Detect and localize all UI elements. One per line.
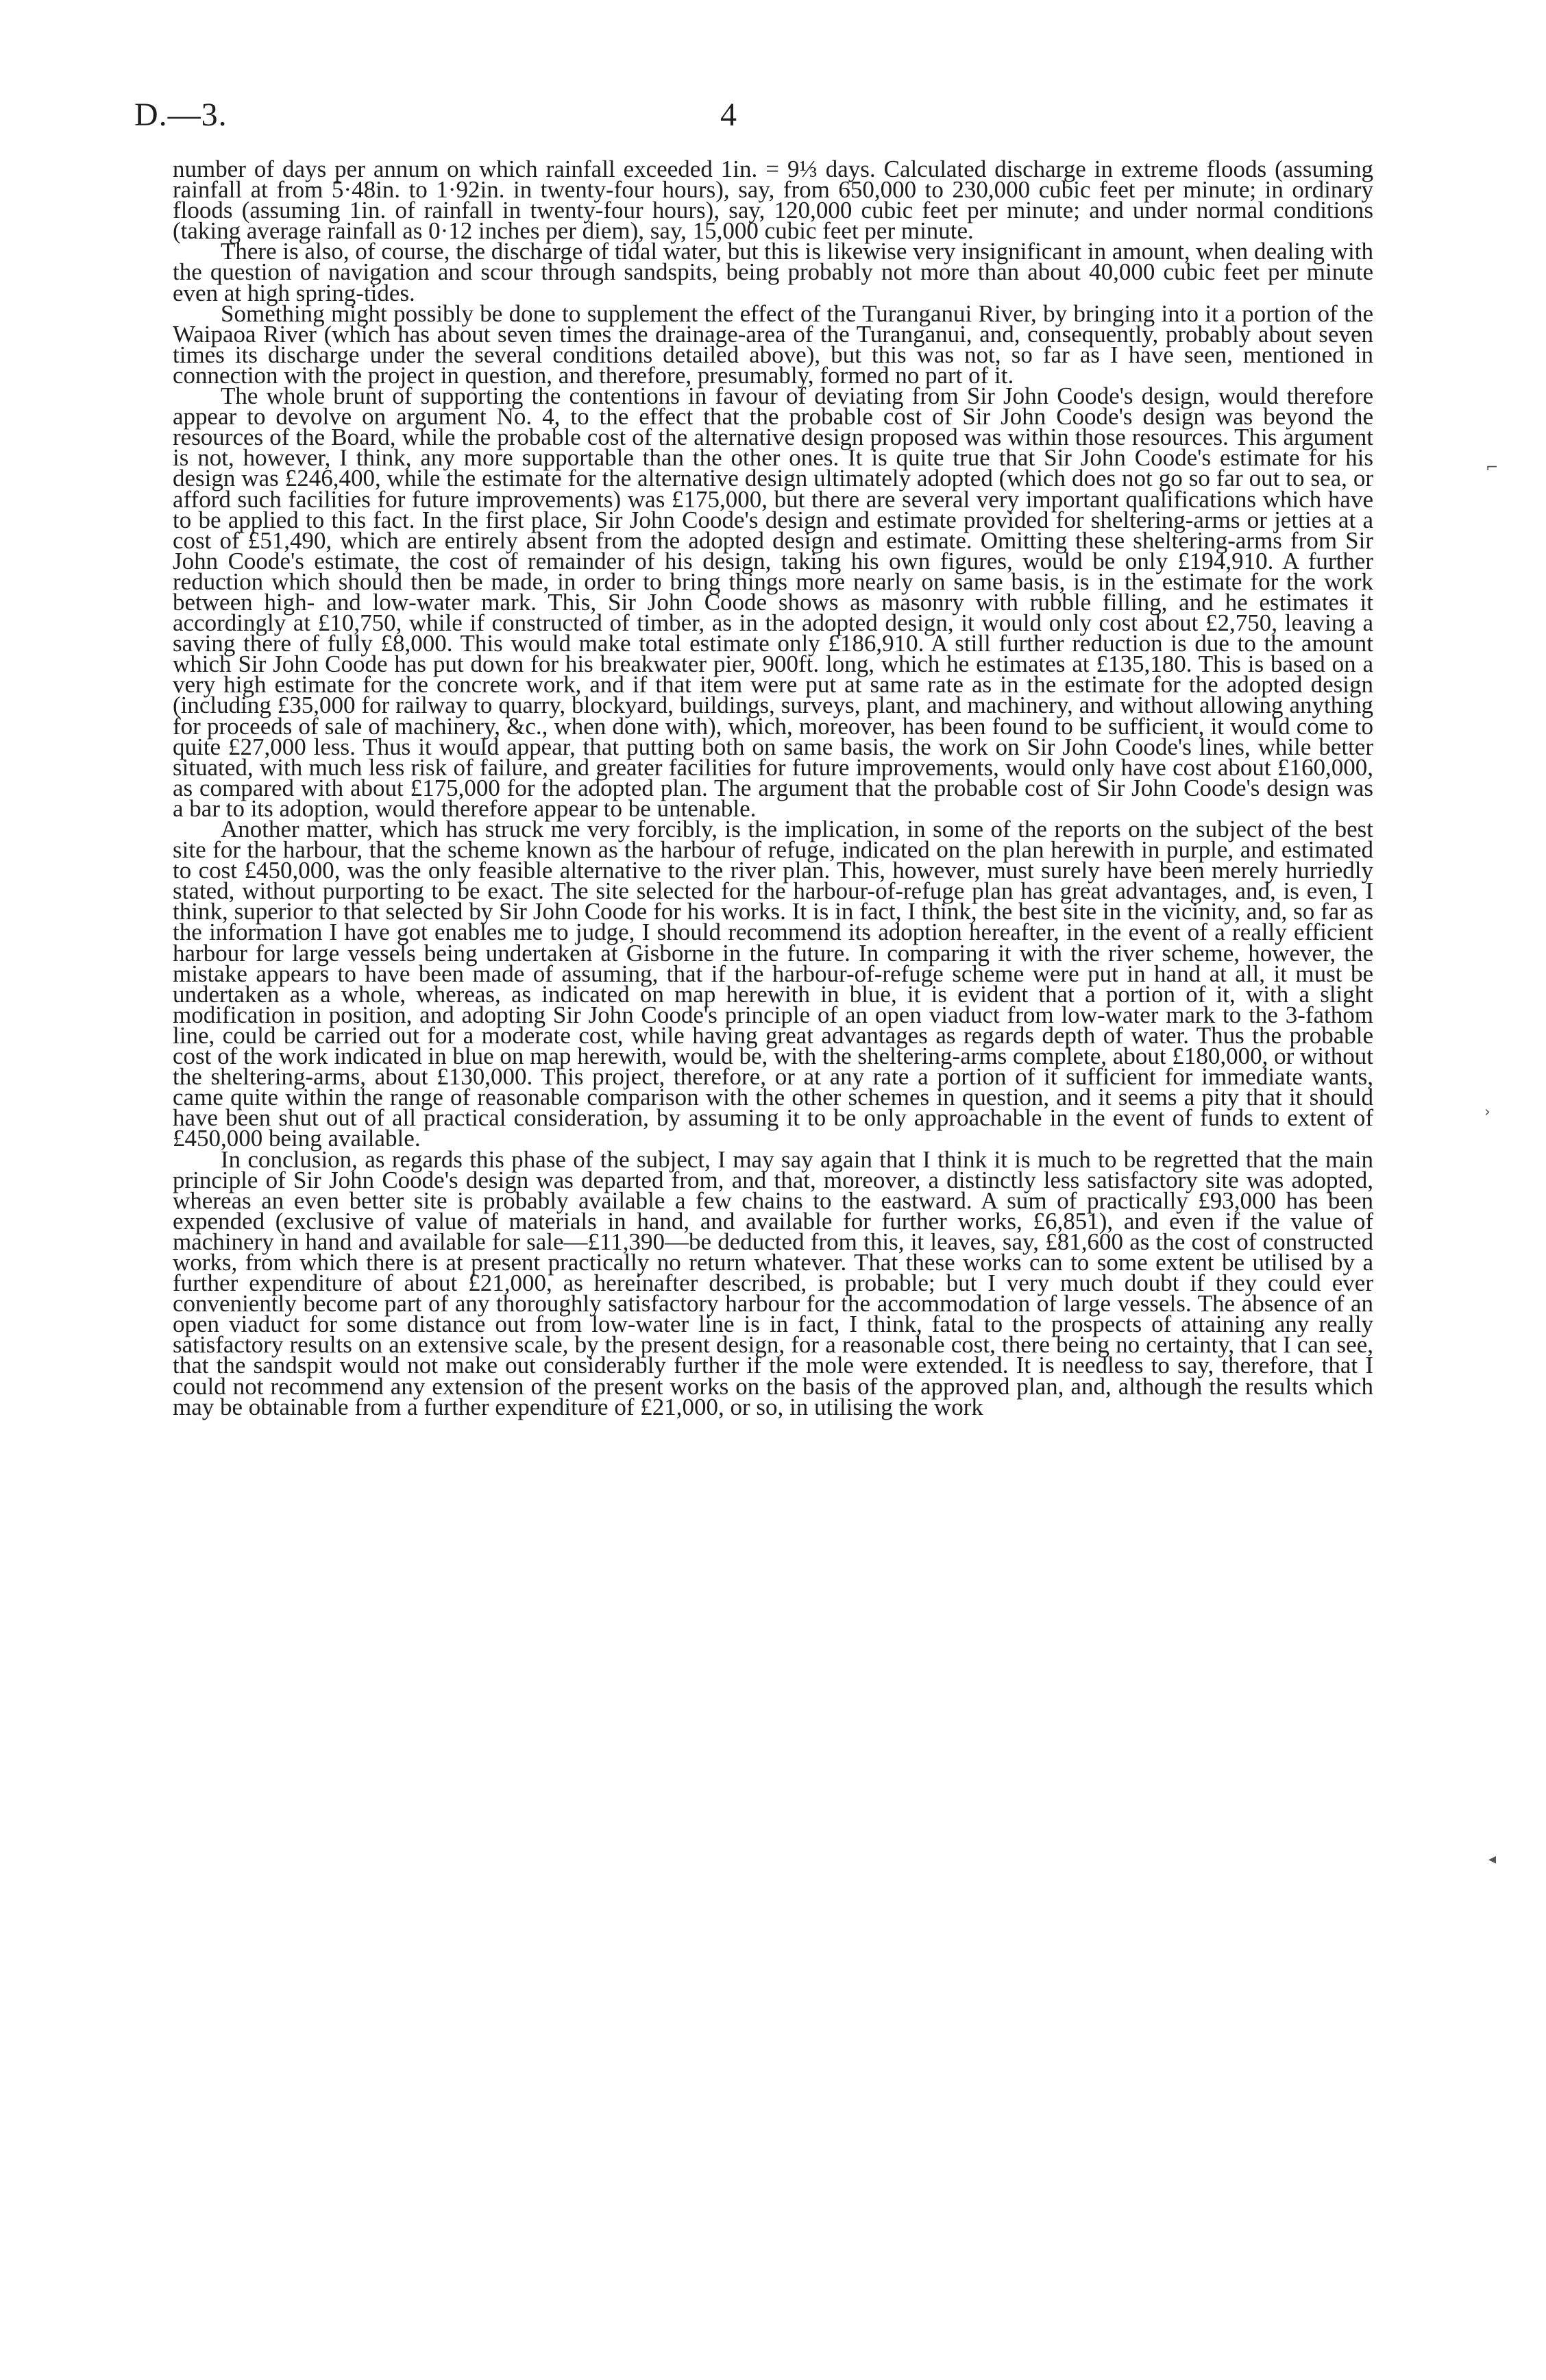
- paragraph: In conclusion, as regards this phase of the subject, I may say again that I think it is much to be regretted that the main principle of Sir John Coode's design was departed from, and that, moreover, a distinctly less satisfactory site was adopted, whereas an even better site is probably available a few chains to the eastward. A sum of practically £93,000 has been expended (exclusive of value of materials in hand, and available for further works, £6,851), and even if the value of machinery in hand and available for sale—£11,390—be deducted from this, it leaves, say, £81,600 as the cost of constructed works, from which there is at present practically no return whatever. That these works can to some extent be utilised by a further expenditure of about £21,000, as hereinafter described, is probable; but I very much doubt if they could ever conveniently become part of any thoroughly satisfactory harbour for the accommodation of large vessels. The absence of an open viaduct for some distance out from low-water line is in fact, I think, fatal to the prospects of attaining any really satisfactory results on an extensive scale, by the present design, for a reasonable cost, there being no certainty, that I can see, that the sandspit would not make out considerably further if the mole were extended. It is needless to say, therefore, that I could not recommend any extension of the present works on the basis of the approved plan, and, although the results which may be obtainable from a further expenditure of £21,000, or so, in utilising the work: [173, 1145, 1373, 1420]
- document-reference: D.—3.: [134, 97, 228, 133]
- margin-mark: ⌐: [1486, 459, 1499, 476]
- paragraph: Something might possibly be done to supplement the effect of the Turanganui River, by bringing into it a portion of the Waipaoa River (which has about seven times the drainage-area of the Turanganui, and, consequently, probably about seven times its discharge under the several conditions detailed above), but this was not, so far as I have seen, mentioned in connection with the project in question, and therefore, presumably, formed no part of it.: [173, 300, 1373, 389]
- paragraph: Another matter, which has struck me very forcibly, is the implication, in some of the reports on the subject of the best site for the harbour, that the scheme known as the harbour of refuge, indicated on the plan herewith in purple, and estimated to cost £450,000, was the only feasible alternative to the river plan. This, however, must surely have been merely hurriedly stated, without purporting to be exact. The site selected for the harbour-of-refuge plan has great advantages, and, is even, I think, superior to that selected by Sir John Coode for his works. It is in fact, I think, the best site in the vicinity, and, so far as the information I have got enables me to judge, I should recommend its adoption hereafter, in the event of a really efficient harbour for large vessels being undertaken at Gisborne in the future. In comparing it with the river scheme, however, the mistake appears to have been made of assuming, that if the harbour-of-refuge scheme were put in hand at all, it must be undertaken as a whole, whereas, as indicated on map herewith in blue, it is evident that a portion of it, with a slight modification in position, and adopting Sir John Coode's principle of an open viaduct from low-water mark to the 3-fathom line, could be carried out for a moderate cost, while having great advantages as regards depth of water. Thus the probable cost of the work indicated in blue on map herewith, would be, with the sheltering-arms complete, about £180,000, or without the sheltering-arms, about £130,000. This project, therefore, or at any rate a portion of it sufficient for immediate wants, came quite within the range of reasonable comparison with the other schemes in question, and it seems a pity that it should have been shut out of all practical consideration, by assuming it to be only approachable in the event of funds to extent of £450,000 being available.: [173, 816, 1373, 1152]
- paragraph: There is also, of course, the discharge of tidal water, but this is likewise very insignificant in amount, when dealing with the question of navigation and scour through sandspits, being probably not more than about 40,000 cubic feet per minute even at high spring-tides.: [173, 238, 1373, 306]
- margin-mark: ›: [1484, 1104, 1490, 1121]
- body-text: [173, 156, 1373, 1420]
- paragraph: The whole brunt of supporting the contentions in favour of deviating from Sir John Coode's design, would therefore appear to devolve on argument No. 4, to the effect that the probable cost of Sir John Coode's design was beyond the resources of the Board, while the probable cost of the alternative design proposed was within those resources. This argument is not, however, I think, any more supportable than the other ones. It is quite true that Sir John Coode's estimate for his design was £246,400, while the estimate for the alternative design ultimately adopted (which does not go so far out to sea, or afford such facilities for future improvements) was £175,000, but there are several very important qualifications which have to be applied to this fact. In the first place, Sir John Coode's design and estimate provided for sheltering-arms or jetties at a cost of £51,490, which are entirely absent from the adopted design and estimate. Omitting these sheltering-arms from Sir John Coode's estimate, the cost of remainder of his design, taking his own figures, would be only £194,910. A further reduction which should then be made, in order to bring things more nearly on same basis, is in the estimate for the work between high- and low-water mark. This, Sir John Coode shows as masonry with rubble filling, and he estimates it accordingly at £10,750, while if constructed of timber, as in the adopted design, it would only cost about £2,750, leaving a saving there of fully £8,000. This would make total estimate only £186,910. A still further reduction is due to the amount which Sir John Coode has put down for his breakwater pier, 900ft. long, which he estimates at £135,180. This is based on a very high estimate for the concrete work, and if that item were put at same rate as in the estimate for the adopted design (including £35,000 for railway to quarry, blockyard, buildings, surveys, plant, and machinery, and without allowing anything for proceeds of sale of machinery, &c., when done with), which, moreover, has been found to be sufficient, it would come to quite £27,000 less. Thus it would appear, that putting both on same basis, the work on Sir John Coode's lines, while better situated, with much less risk of failure, and greater facilities for future improvements, would only have cost about £160,000, as compared with about £175,000 for the adopted plan. The argument that the probable cost of Sir John Coode's design was a bar to its adoption, would therefore appear to be untenable.: [173, 382, 1373, 822]
- page-header: [134, 96, 1436, 144]
- margin-mark: ◂: [1488, 1851, 1497, 1868]
- paragraph: number of days per annum on which rainfall exceeded 1in. = 9⅓ days. Calculated discharge in extreme floods (assuming rainfall at from 5·48in. to 1·92in. in twenty-four hours), say, from 650,000 to 230,000 cubic feet per minute; in ordinary floods (assuming 1in. of rainfall in twenty-four hours), say, 120,000 cubic feet per minute; and under normal conditions (taking average rainfall as 0·12 inches per diem), say, 15,000 cubic feet per minute.: [173, 156, 1373, 245]
- page-number: 4: [720, 97, 737, 133]
